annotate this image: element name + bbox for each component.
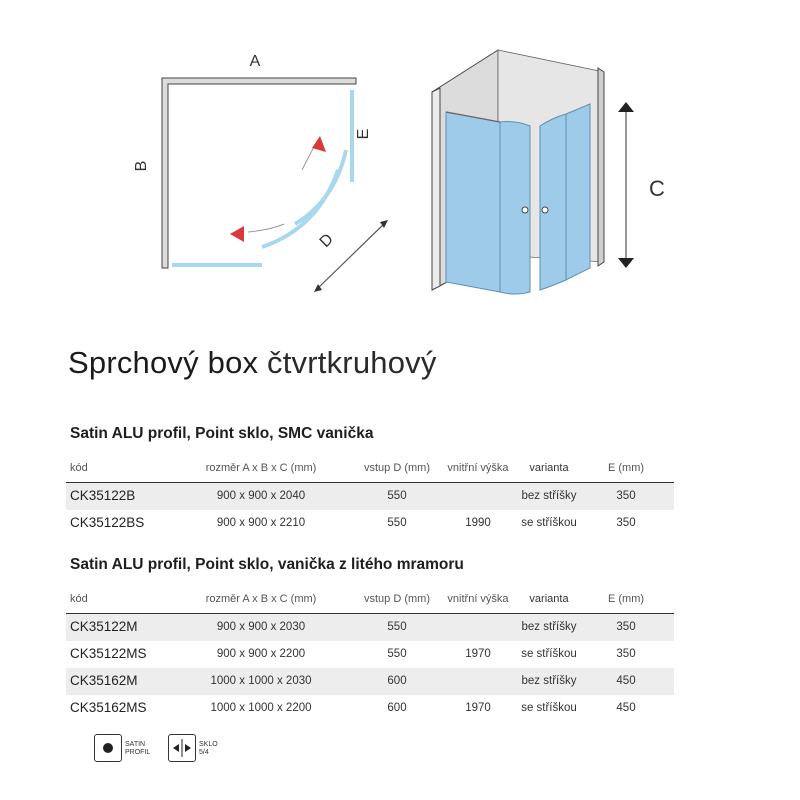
plan-arrow-up-icon [312,136,326,152]
3d-view-diagram [432,50,665,294]
product-diagrams [0,0,800,320]
header-v: vnitřní výška [447,462,509,474]
header-var: varianta [529,593,569,605]
header-d: vstup D (mm) [364,593,430,605]
cell-d: 600 [387,675,407,687]
cell-dim: 1000 x 1000 x 2030 [210,675,312,687]
cell-var: se stříškou [521,517,577,529]
section-1-title: Satin ALU profil, Point sklo, SMC vanička [70,425,374,442]
cell-kod: CK35122B [70,488,136,503]
header-v: vnitřní výška [447,593,509,605]
cell-dim: 900 x 900 x 2030 [216,621,306,633]
3d-glass-left-fixed [446,112,500,292]
section-2-table [66,587,674,722]
cell-d: 550 [387,490,407,502]
cell-var: bez stříšky [521,675,577,687]
cell-var: bez stříšky [521,490,577,502]
plan-label-a: A [249,53,261,70]
section-1-table [66,456,674,537]
cell-dim: 1000 x 1000 x 2200 [210,702,312,714]
table-row [66,641,674,668]
header-e: E (mm) [607,462,645,474]
cell-v: 1970 [465,648,491,660]
satin-profil-icon [94,734,122,762]
legend-sklo-label [199,741,218,757]
cell-d: 600 [387,702,407,714]
cell-d: 550 [387,648,407,660]
header-dim: rozměr A x B x C (mm) [205,593,317,605]
cell-e: 350 [616,490,636,502]
table-header [66,456,674,483]
cell-e: 350 [616,517,636,529]
header-dim: rozměr A x B x C (mm) [205,462,317,474]
sklo-arrows-icon [169,735,195,761]
3d-wall-left-front [432,88,440,290]
cell-dim: 900 x 900 x 2210 [216,517,306,529]
cell-kod: CK35162MS [70,700,147,715]
cell-kod: CK35122MS [70,646,147,661]
cell-var: se stříškou [521,648,577,660]
satin-dot-icon [103,743,113,753]
legend [94,734,234,764]
header-kod: kód [70,593,88,605]
page-title-bold: Sprchový box [68,345,259,380]
3d-dim-c-arrow-bottom [618,258,634,268]
3d-glass-right-door [540,114,566,290]
header-kod: kód [70,462,88,474]
header-e: E (mm) [607,593,645,605]
legend-satin-line2: PROFIL [125,749,151,756]
cell-kod: CK35122M [70,619,138,634]
header-var: varianta [529,462,569,474]
sklo-thickness-icon [168,734,196,762]
3d-handle-right-icon [542,207,548,213]
plan-curved-door-inner [295,150,346,224]
legend-sklo-line2: 5/4 [199,749,209,756]
cell-e: 450 [616,702,636,714]
page-title-light: čtvrtkruhový [267,345,437,380]
plan-open-arc-left [248,224,284,232]
table-row [66,483,674,510]
3d-glass-right-fixed [566,104,590,280]
cell-e: 350 [616,648,636,660]
3d-handle-left-icon [522,207,528,213]
table-header [66,587,674,614]
3d-label-c: C [649,176,665,201]
cell-dim: 900 x 900 x 2040 [216,490,306,502]
3d-dim-c-arrow-top [618,102,634,112]
cell-var: bez stříšky [521,621,577,633]
3d-wall-right [598,68,604,266]
table-row [66,668,674,695]
plan-dim-d-line [316,222,386,290]
header-d: vstup D (mm) [364,462,430,474]
cell-v: 1990 [465,517,491,529]
cell-d: 550 [387,621,407,633]
plan-view-diagram [133,53,388,292]
cell-e: 450 [616,675,636,687]
legend-satin-line1: SATIN [125,741,146,748]
table-row [66,695,674,722]
cell-dim: 900 x 900 x 2200 [216,648,306,660]
cell-kod: CK35122BS [70,515,145,530]
plan-label-e: E [355,128,372,140]
legend-sklo-line1: SKLO [199,741,218,748]
table-row [66,510,674,537]
cell-var: se stříškou [521,702,577,714]
section-2-title: Satin ALU profil, Point sklo, vanička z litého mramoru [70,556,464,573]
plan-label-d: D [316,230,337,251]
cell-e: 350 [616,621,636,633]
cell-kod: CK35162M [70,673,138,688]
legend-satin-label [125,741,150,757]
plan-arrow-left-icon [230,226,244,242]
page-title [68,345,437,381]
table-row [66,614,674,641]
plan-label-b: B [133,160,150,172]
cell-d: 550 [387,517,407,529]
cell-v: 1970 [465,702,491,714]
